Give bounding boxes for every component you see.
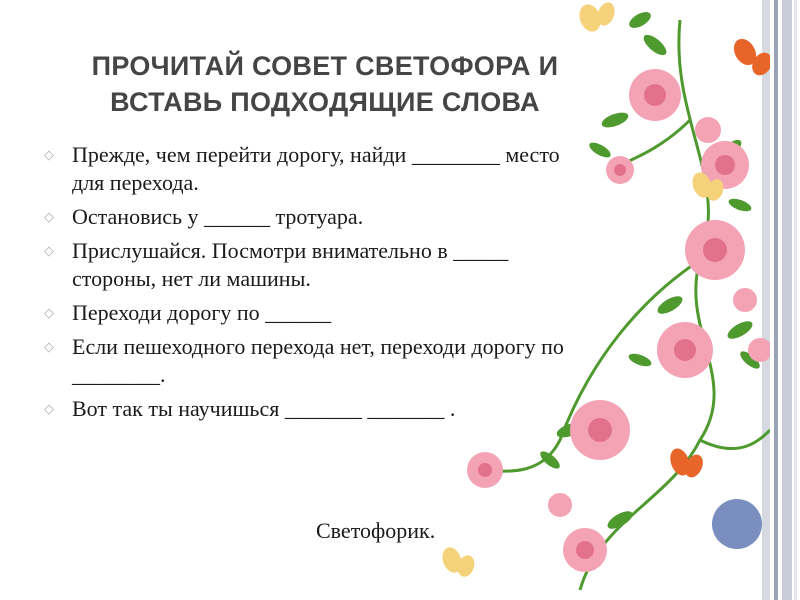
bullet-icon: ◇ (44, 339, 54, 354)
edge-bar (762, 0, 770, 600)
list-item-text: Если пешеходного перехода нет, переходи дорогу по (72, 334, 564, 359)
bullet-icon: ◇ (44, 401, 54, 416)
right-edge-bars (760, 0, 800, 600)
bullet-icon: ◇ (44, 243, 54, 258)
list-item-text: Остановись у ______ тротуара. (72, 204, 364, 229)
list-item (44, 237, 694, 293)
list-item (44, 203, 694, 231)
slide-title (40, 48, 610, 120)
list-item (44, 141, 694, 197)
list-item-text: Переходи дорогу по ______ (72, 300, 332, 325)
bullet-icon: ◇ (44, 209, 54, 224)
butterfly-icon (689, 170, 726, 203)
list-item-text: Прислушайся. Посмотри внимательно в _____ (72, 238, 509, 263)
list-item-text: Прежде, чем перейти дорогу, найди ________ место (72, 142, 560, 167)
slide-nav-circle-button[interactable] (712, 499, 762, 549)
signature: Светофорик. (316, 518, 436, 543)
advice-list (44, 141, 694, 429)
list-item (44, 333, 694, 389)
edge-bar (774, 0, 778, 600)
list-item (44, 395, 694, 423)
butterfly-icon (440, 545, 477, 579)
butterfly-icon (667, 446, 707, 480)
list-item-text: ________. (72, 362, 166, 387)
list-item-text: стороны, нет ли машины. (72, 266, 311, 291)
butterfly-icon (576, 0, 618, 35)
title-line: ПРОЧИТАЙ СОВЕТ СВЕТОФОРА И (91, 51, 559, 81)
bullet-icon: ◇ (44, 305, 54, 320)
list-item-text: Вот так ты научишься _______ _______ . (72, 396, 456, 421)
edge-bar (782, 0, 792, 600)
list-item (44, 299, 694, 327)
bullet-icon: ◇ (44, 147, 54, 162)
title-line: ВСТАВЬ ПОДХОДЯЩИЕ СЛОВА (110, 87, 540, 117)
list-item-text: для перехода. (72, 170, 199, 195)
edge-bar (794, 0, 797, 600)
